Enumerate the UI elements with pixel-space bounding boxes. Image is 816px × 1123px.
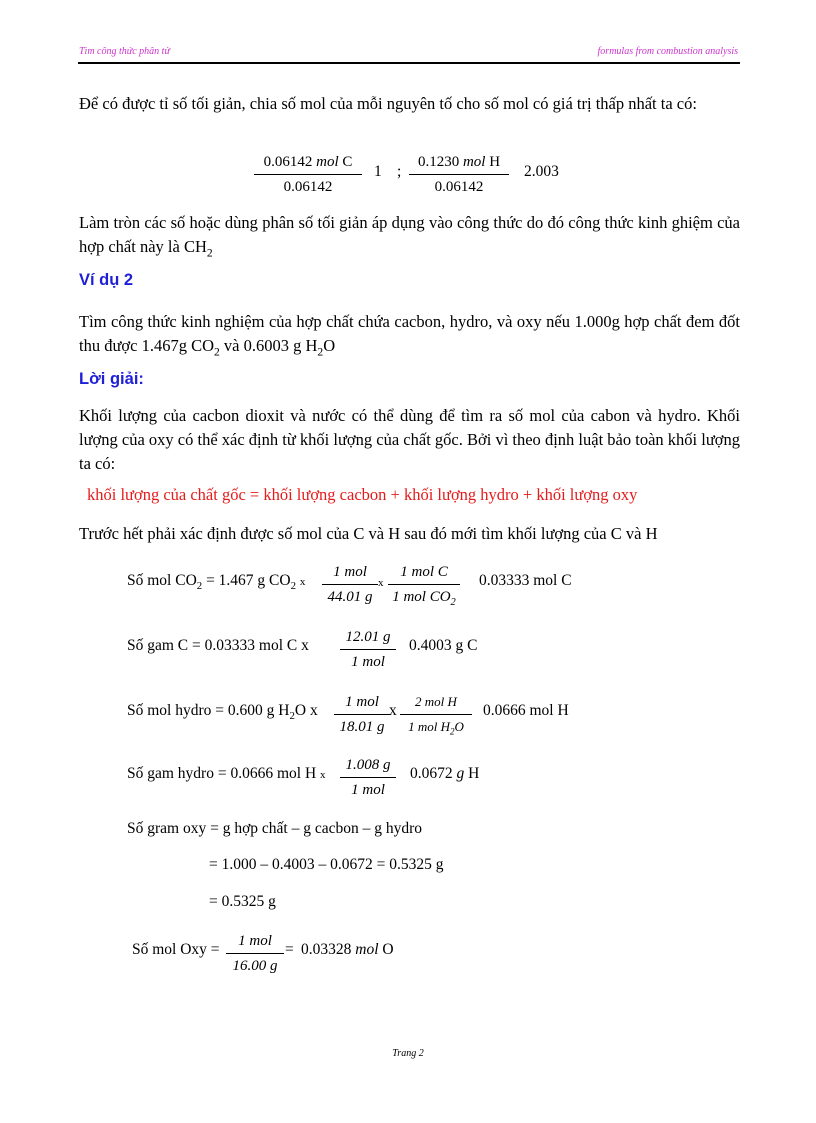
eq1-times: x xyxy=(378,577,384,589)
eq1-result: 0.03333 mol C xyxy=(479,572,572,589)
eq4-lhs: Số gam hydro = 0.0666 mol H x xyxy=(127,765,326,782)
paragraph-ratio-intro: Để có được tỉ số tối giản, chia số mol của mỗi nguyên tố cho số mol có giá trị thấp nhất ta có: xyxy=(79,94,697,113)
header-divider xyxy=(78,62,740,64)
eq3-result: 0.0666 mol H xyxy=(483,702,569,719)
header-left: Tìm công thức phân tử xyxy=(79,46,170,57)
ratio-separator: ; xyxy=(397,163,402,180)
eq4-result: 0.0672 g H xyxy=(410,765,480,782)
eq5-line-3: = 0.5325 g xyxy=(209,893,276,910)
eq3-times: x xyxy=(389,702,397,719)
ratio-result-h: 2.003 xyxy=(524,163,559,180)
eq4-fraction: 1.008 g 1 mol xyxy=(340,756,396,799)
ratio-result-c: 1 xyxy=(374,163,382,180)
eq5-line-1: Số gram oxy = g hợp chất – g cacbon – g hydro xyxy=(127,820,423,837)
eq1-lhs: Số mol $CO_2 = 1.467$ g $CO_2$ x xyxy=(127,572,306,593)
eq6-result: 0.03328 mol O xyxy=(301,941,394,958)
paragraph-problem: Tìm công thức kinh nghiệm của hợp chất chứa cacbon, hydro, và oxy nếu 1.000g hợp chất đem đốt thu được 1.467g $CO_2$ và 0.6003 g $H_2O$ xyxy=(79,312,740,359)
eq6-lhs: Số mol Oxy = xyxy=(132,941,220,958)
heading-example-2: Ví dụ 2 xyxy=(79,271,134,289)
mass-conservation-equation: khối lượng của chất gốc = khối lượng cacbon + khối lượng hydro + khối lượng oxy xyxy=(87,485,638,504)
eq1-fraction-1: 1 mol 44.01 g xyxy=(322,563,378,606)
eq1-fraction-2: 1 mol C 1 mol $CO_2$ xyxy=(388,563,460,612)
eq2-result: 0.4003 g C xyxy=(409,637,478,654)
eq2-lhs: Số gam C = 0.03333 mol C x xyxy=(127,637,309,654)
paragraph-steps: Trước hết phải xác định được số mol của C và H sau đó mới tìm khối lượng của C và H xyxy=(79,524,658,543)
eq5-line-2: = 1.000 – 0.4003 – 0.0672 = 0.5325 g xyxy=(209,856,444,873)
eq3-fraction-2: 2 mol H 1 mol $H_2O$ xyxy=(400,693,472,741)
page-number: Trang 2 xyxy=(392,1048,424,1059)
header-right: formulas from combustion analysis xyxy=(597,46,738,57)
eq6-equals: = xyxy=(285,941,294,958)
paragraph-empirical-result: Làm tròn các số hoặc dùng phân số tối giản áp dụng vào công thức do đó công thức kinh ghiệm của hợp chất này là $CH_2$ xyxy=(79,213,740,260)
heading-solution: Lời giải: xyxy=(79,370,144,388)
eq6-fraction: 1 mol 16.00 g xyxy=(226,932,284,975)
eq3-lhs: Số mol hydro = 0.600 g $H_2O$ x xyxy=(127,702,318,723)
ratio-fraction-h: 0.1230 mol H 0.06142 xyxy=(409,153,509,196)
eq3-fraction-1: 1 mol 18.01 g xyxy=(334,693,390,736)
eq2-fraction: 12.01 g 1 mol xyxy=(340,628,396,671)
paragraph-solution-intro: Khối lượng của cacbon dioxit và nước có thể dùng để tìm ra số mol của cabon và hydro. Khối lượng của oxy có thể xác định từ khối lượng của chất gốc. Bởi vì theo định luật bảo toàn khối lượng ta có: xyxy=(79,406,740,473)
ratio-fraction-c: 0.06142 mol C 0.06142 xyxy=(254,153,362,196)
